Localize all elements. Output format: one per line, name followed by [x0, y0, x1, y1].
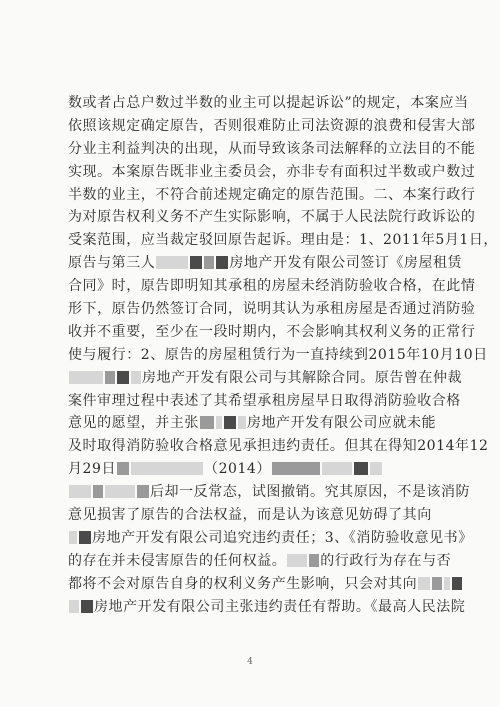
line-text: 及时取得消防验收合格意见承担违约责任。但其在得知2014年12: [68, 438, 489, 455]
redaction-block: [216, 256, 228, 269]
redaction-block: [190, 256, 202, 269]
text-line: [68, 138, 476, 161]
line-text: 都将不会对原告自身的权利义务产生影响，只会对其向: [68, 575, 418, 592]
line-text: 房地产开发有限公司签订《房屋租赁: [229, 255, 463, 272]
text-line: [68, 527, 473, 550]
text-line: [68, 344, 488, 367]
text-line: [68, 321, 476, 344]
line-text: 原告与第三人: [68, 255, 156, 272]
text-line: [68, 412, 448, 435]
line-text: 分业主利益判决的出现，从而导致该条司法解释的立法目的不能: [68, 140, 476, 157]
line-text: 意见损害了原告的合法权益，而是认为该意见妨碍了其向: [68, 507, 432, 524]
line-text: 房地产开发有限公司应就未能: [246, 415, 437, 432]
line-text: 房地产开发有限公司主张违约责任有帮助。《最高人民法院: [94, 598, 466, 615]
text-line: [68, 481, 471, 504]
line-text: 实现。本案原告既非业主委员会，亦非专有面积过半数或户数过: [68, 163, 476, 180]
redaction-block: [81, 600, 93, 613]
line-text: 的行政行为存在与否: [320, 552, 452, 569]
redaction-block: [105, 485, 135, 498]
redaction-block: [69, 531, 77, 544]
text-line: [68, 504, 448, 527]
text-line: [68, 390, 461, 413]
redaction-block: [287, 554, 307, 567]
document-body: [68, 92, 498, 618]
text-line: [68, 252, 463, 275]
line-text: 后却一反常态，试图撤销。究其原因，不是该消防: [150, 484, 471, 501]
text-line: [68, 367, 463, 390]
redaction-block: [131, 462, 203, 475]
redaction-block: [204, 256, 214, 269]
redaction-block: [117, 371, 129, 384]
redaction-block: [322, 462, 352, 475]
text-line: [68, 206, 476, 229]
line-text: 半数的业主，不符合前述规定确定的原告范围。二、本案行政行: [68, 186, 476, 203]
redaction-block: [354, 462, 368, 475]
text-line: [68, 458, 448, 481]
line-text: 使与履行：2、原告的房屋租赁行为一直持续到2015年10月10日: [68, 346, 488, 363]
line-text: 为对原告权利义务不产生实际影响，不属于人民法院行政诉讼的: [68, 209, 476, 226]
text-line: [68, 275, 476, 298]
text-line: [68, 298, 476, 321]
redaction-block: [432, 577, 442, 590]
redaction-block: [418, 577, 430, 590]
line-text: 房地产开发有限公司与其解除合同。原告曾在仲裁: [142, 369, 463, 386]
text-line: [68, 229, 498, 252]
redaction-block: [156, 256, 188, 269]
redaction-block: [105, 371, 115, 384]
redaction-block: [444, 577, 450, 590]
text-line: [68, 573, 448, 596]
line-text: 依照该规定确定原告，否则很难防止司法资源的浪费和侵害大部: [68, 117, 476, 134]
redaction-block: [224, 416, 236, 429]
redaction-block: [309, 554, 319, 567]
redaction-block: [131, 371, 141, 384]
line-text: 合同》时，原告即明知其承租的房屋未经消防验收合格，在此情: [68, 278, 476, 295]
line-text: 月29日: [68, 461, 117, 478]
line-text: 案件审理过程中表述了其希望承租房屋早日取得消防验收合格: [68, 392, 461, 409]
redaction-block: [69, 485, 91, 498]
redaction-block: [69, 600, 79, 613]
redaction-block: [216, 416, 222, 429]
redaction-block: [272, 462, 320, 475]
redaction-block: [93, 485, 103, 498]
redaction-block: [69, 371, 103, 384]
text-line: [68, 92, 469, 115]
redaction-block: [79, 531, 91, 544]
text-line: [68, 596, 466, 619]
text-line: [68, 115, 476, 138]
line-text: 形下，原告仍然签订合同，说明其认为承租房屋是否通过消防验: [68, 301, 476, 318]
line-text: 意见的愿望，并主张: [68, 415, 199, 432]
text-line: [68, 184, 476, 207]
line-text: 的存在并未侵害原告的任何权益。: [68, 552, 287, 569]
line-text: 数或者占总户数过半数的业主可以提起诉讼”的规定，本案应当: [68, 95, 469, 111]
text-line: [68, 435, 489, 458]
redaction-block: [452, 577, 462, 590]
text-line: [68, 161, 476, 184]
page-number: 4: [247, 657, 253, 667]
line-text: 收并不重要，至少在一段时期内，不会影响其权利义务的正常行: [68, 323, 476, 340]
redaction-block: [200, 416, 214, 429]
redaction-block: [137, 485, 149, 498]
redaction-block: [117, 462, 129, 475]
text-line: [68, 550, 452, 573]
redaction-block: [370, 462, 382, 475]
line-text: （2014）: [204, 461, 271, 478]
redaction-block: [238, 416, 246, 429]
line-text: 受案范围，应当裁定驳回原告起诉。理由是：1、2011年5月1日，: [68, 232, 498, 249]
line-text: 房地产开发有限公司追究违约责任；3、《消防验收意见书》: [92, 529, 473, 546]
